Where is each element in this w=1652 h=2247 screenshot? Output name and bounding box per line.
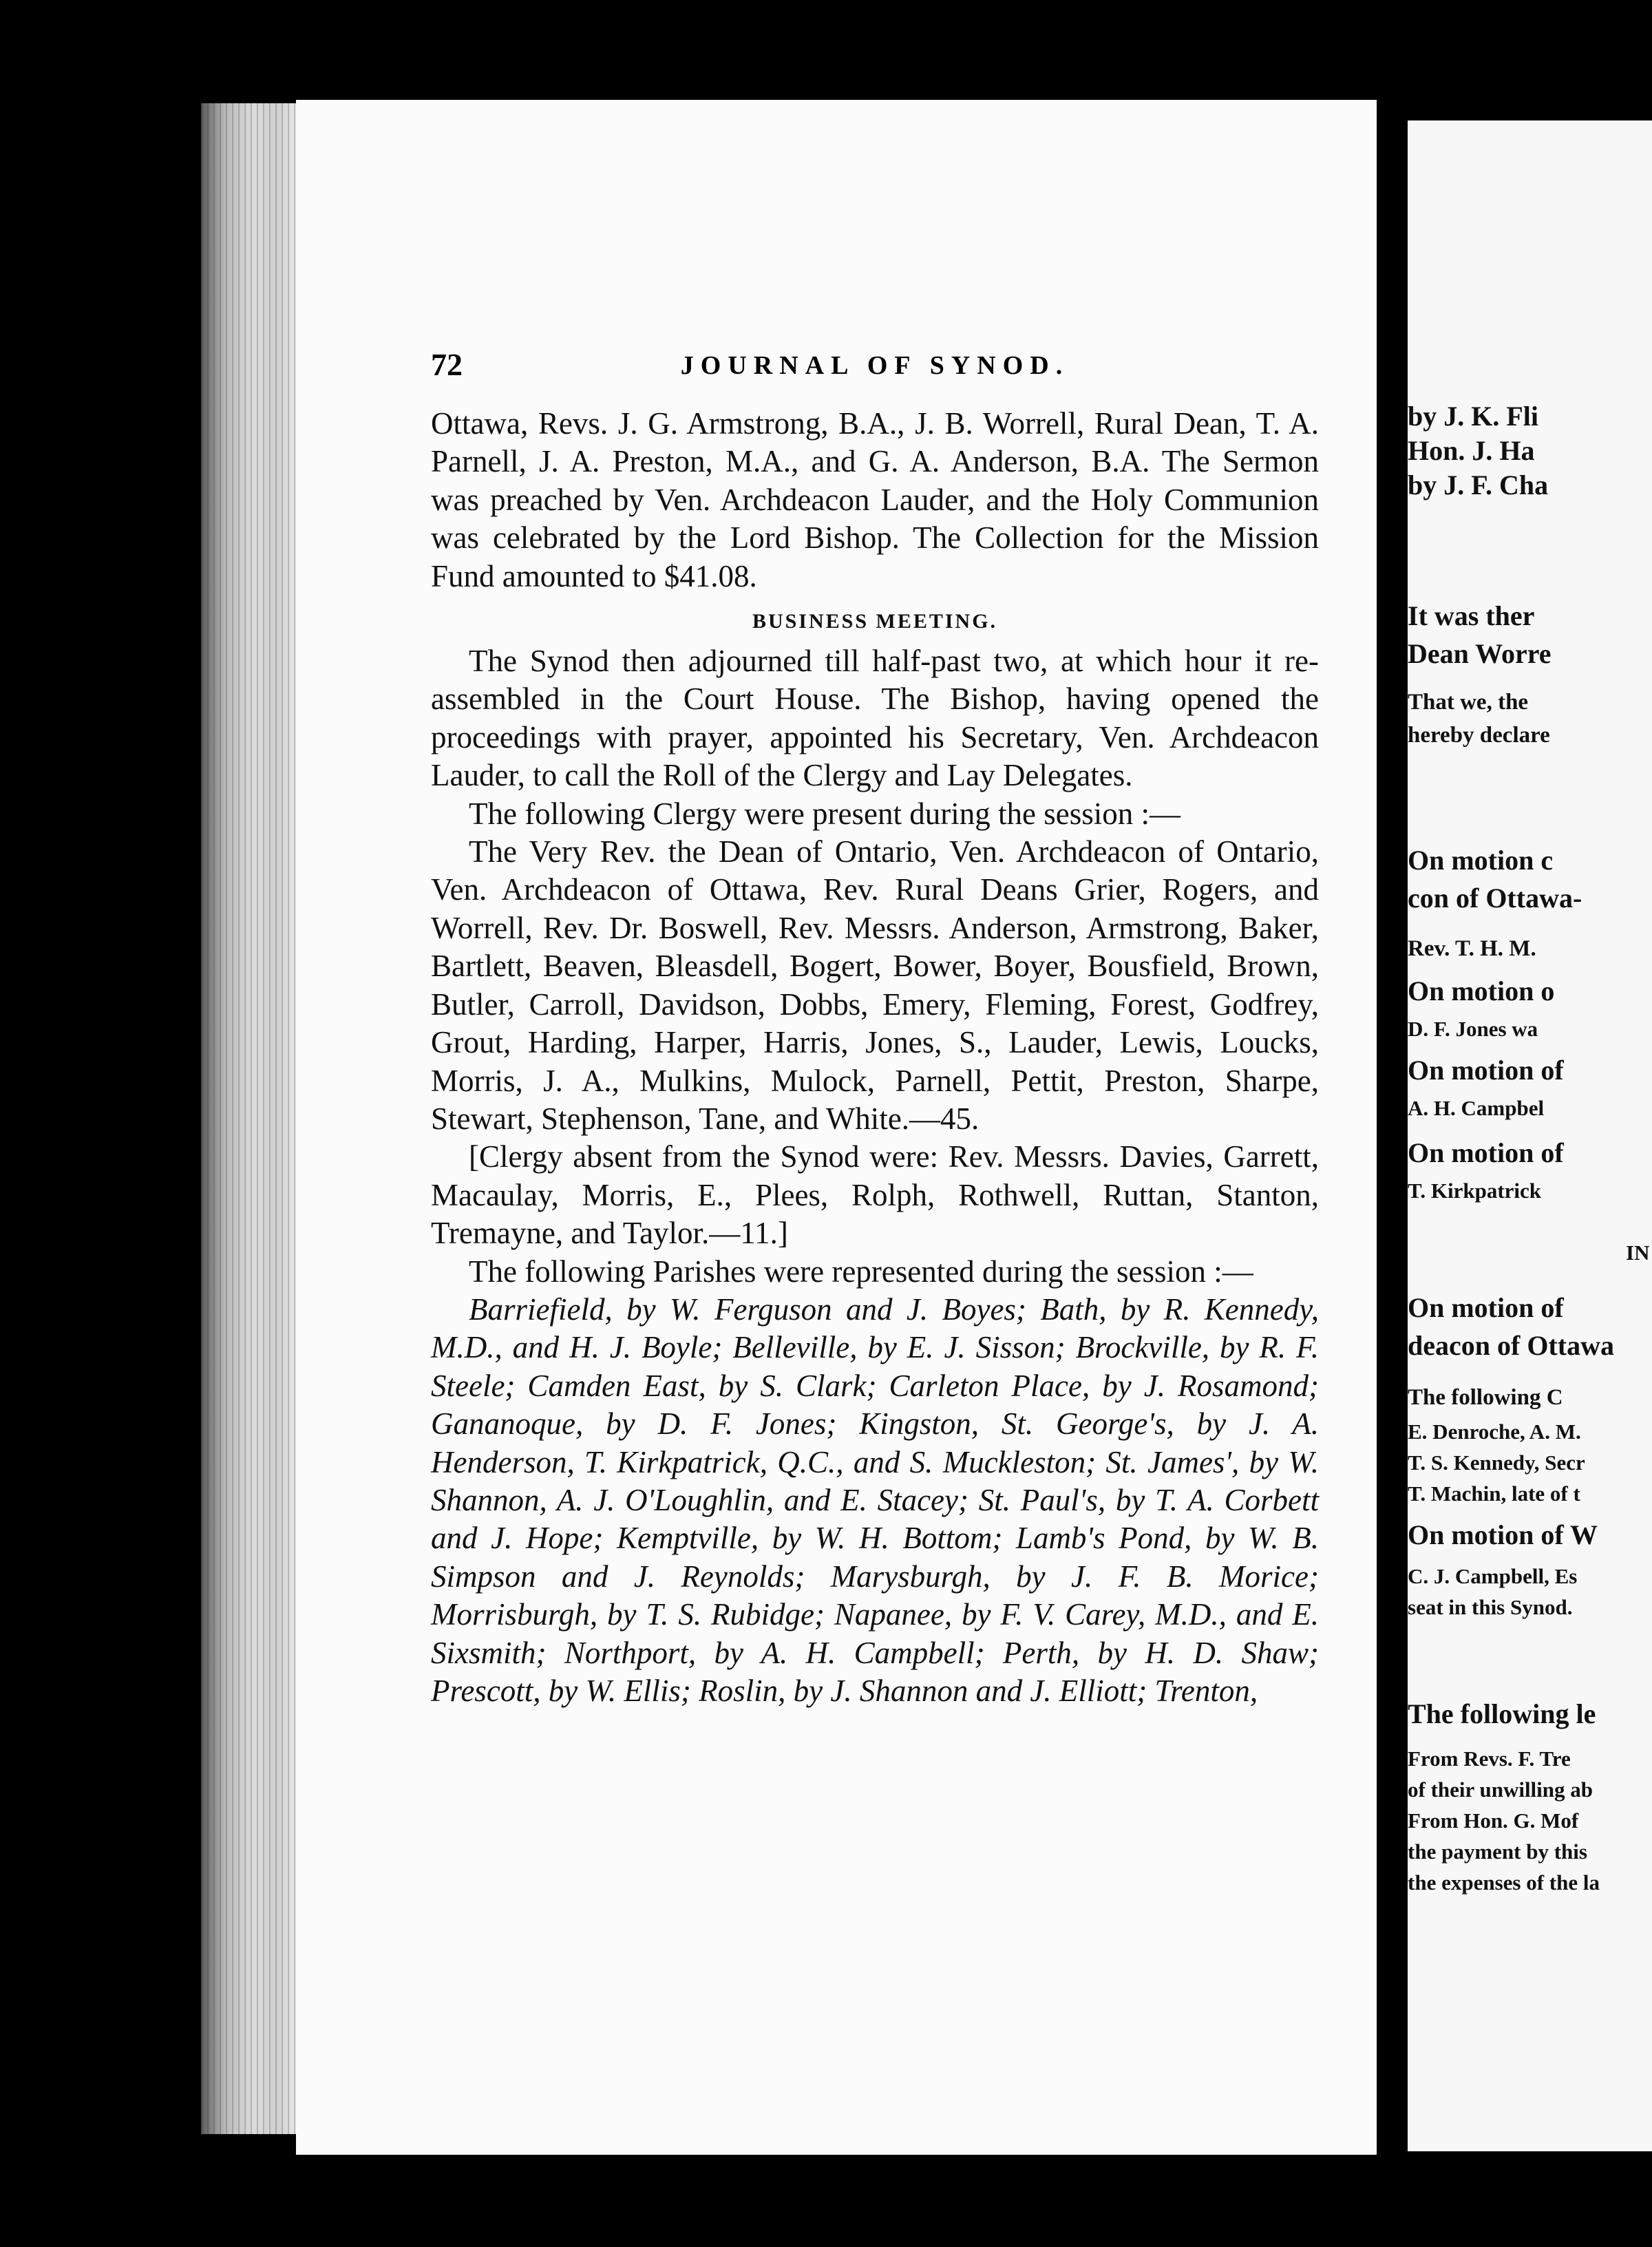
right-line: E. Denroche, A. M. <box>1408 1420 1581 1444</box>
right-line: The following le <box>1408 1698 1596 1729</box>
right-line: It was ther <box>1408 600 1535 631</box>
right-line: D. F. Jones wa <box>1408 1017 1538 1041</box>
right-line: On motion of <box>1408 1292 1564 1323</box>
right-line: of their unwilling ab <box>1408 1777 1593 1802</box>
right-line: con of Ottawa- <box>1408 883 1582 914</box>
right-line: A. H. Campbel <box>1408 1096 1545 1120</box>
paragraph-service: Ottawa, Revs. J. G. Armstrong, B.A., J. B. Worrell, Rural Dean, T. A. Parnell, J. A. Preston, M.A., and G. A. Anderson, B.A. The Sermon was preached by Ven. Archdeacon Lauder, and the Holy Communion was celebrated by the Lord Bishop. The Collection for the Mission Fund amounted to $41.08. <box>431 406 1319 593</box>
right-line: On motion o <box>1408 975 1555 1006</box>
right-line: C. J. Campbell, Es <box>1408 1564 1578 1588</box>
running-title: JOURNAL OF SYNOD. <box>680 351 1070 380</box>
right-line: On motion of <box>1408 1137 1564 1168</box>
right-line: IN <box>1626 1241 1650 1265</box>
right-line: T. Kirkpatrick <box>1408 1179 1542 1203</box>
right-line: hereby declare <box>1408 723 1550 748</box>
paragraph-parishes-list: Barriefield, by W. Ferguson and J. Boyes; Bath, by R. Kennedy, M.D., and H. J. Boyle; Belleville, by E. J. Sisson; Brockville, by R. F. Steele; Camden East, by S. Clark; Carleton Place, by J. Rosamond; Gananoque, by D. F. Jones; Kingston, St. George's, by J. A. Henderson, T. Kirkpatrick, Q.C., and S. Muckleston; St. James', by W. Shannon, A. J. O'Loughlin, and E. Stacey; St. Paul's, by T. A. Corbett and J. Hope; Kemptville, by W. H. Bottom; Lamb's Pond, by W. B. Simpson and J. Reynolds; Marysburgh, by J. F. B. Morice; Morrisburgh, by T. S. Rubidge; Napanee, by F. V. Carey, M.D., and E. Sixsmith; Northport, by A. H. Campbell; Perth, by H. D. Shaw; Prescott, by W. Ellis; Roslin, by J. Shannon and J. Elliott; Trenton, <box>431 1291 1319 1708</box>
page-number: 72 <box>431 347 463 382</box>
section-heading: BUSINESS MEETING. <box>752 610 998 633</box>
paragraph-clergy-absent: [Clergy absent from the Synod were: Rev. Messrs. Davies, Garrett, Macaulay, Morris, E., Plees, Rolph, Rothwell, Ruttan, Stanton, Tremayne, and Taylor.—11.] <box>431 1139 1319 1251</box>
book-spine-edge <box>201 103 296 2134</box>
page-header <box>431 346 1319 401</box>
paragraph-business: The Synod then adjourned till half-past two, at which hour it re-assembled in the Court House. The Bishop, having opened the proceedings with prayer, appointed his Secretary, Ven. Archdeacon Lauder, to call the Roll of the Clergy and Lay Delegates. <box>431 644 1319 793</box>
right-line: Rev. T. H. M. <box>1408 936 1536 961</box>
book-gutter <box>1377 100 1408 2155</box>
right-line: From Hon. G. Mof <box>1408 1808 1579 1833</box>
paragraph-clergy-list: The Very Rev. the Dean of Ontario, Ven. Archdeacon of Ontario, Ven. Archdeacon of Ottawa, Rev. Rural Deans Grier, Rogers, and Worrell, Rev. Dr. Boswell, Rev. Messrs. Anderson, Armstrong, Baker, Bartlett, Beaven, Bleasdell, Bogert, Bower, Boyer, Bousfield, Brown, Butler, Carroll, Davidson, Dobbs, Emery, Fleming, Forest, Godfrey, Grout, Harding, Harper, Harris, Jones, S., Lauder, Lewis, Loucks, Morris, J. A., Mulkins, Mulock, Parnell, Pettit, Preston, Sharpe, Stewart, Stephenson, Tane, and White.—45. <box>431 834 1319 1136</box>
right-line: On motion c <box>1408 845 1554 876</box>
right-line: From Revs. F. Tre <box>1408 1747 1571 1771</box>
right-line: seat in this Synod. <box>1408 1595 1573 1619</box>
right-line: by J. K. Fli <box>1408 401 1539 432</box>
right-line: T. Machin, late of t <box>1408 1481 1580 1506</box>
right-line: T. S. Kennedy, Secr <box>1408 1450 1585 1475</box>
right-page-fragment <box>1408 120 1652 2151</box>
right-line: deacon of Ottawa <box>1408 1330 1614 1361</box>
right-line: Dean Worre <box>1408 638 1552 669</box>
paragraph-clergy-intro: The following Clergy were present during the session :— <box>469 796 1180 831</box>
right-line: the payment by this <box>1408 1839 1587 1864</box>
right-line: On motion of W <box>1408 1519 1598 1550</box>
right-line: by J. F. Cha <box>1408 470 1549 500</box>
right-line: the expenses of the la <box>1408 1870 1600 1895</box>
right-line: The following C <box>1408 1385 1563 1410</box>
paragraph-parishes-intro: The following Parishes were represented during the session :— <box>469 1254 1253 1289</box>
right-line: On motion of <box>1408 1055 1564 1086</box>
page-body <box>431 405 1319 1710</box>
right-line: Hon. J. Ha <box>1408 435 1535 466</box>
right-line: That we, the <box>1408 690 1529 715</box>
